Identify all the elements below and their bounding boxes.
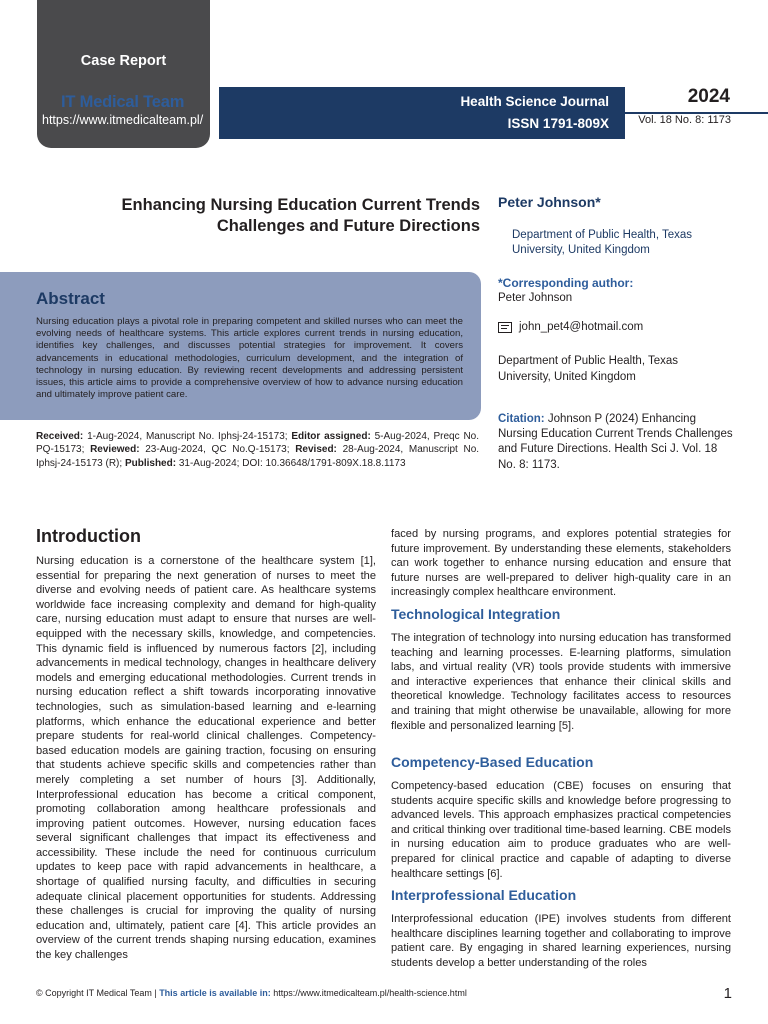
page-footer (36, 988, 467, 998)
revised-date: 28-Aug-2024, Manuscript No. Iphsj-24-15173 (R); (36, 444, 480, 469)
introduction-text: Nursing education is a cornerstone of the healthcare system [1], essential for preparing the next generation of nurses to meet the diverse and evolving needs of patient care. As healthcare systems worldwide face increasing complexity and demand for high-quality care, nursing education must adapt to ensure that nurses are well-equipped with the necessary skills, knowledge, and competencies. This dynamic field is influenced by numerous factors [2], including advancements in medical technology, changes in healthcare delivery models and emerging educational methodologies. Current trends in nursing education reflect a shift towards incorporating innovative technologies, such as simulation-based learning and e-learning platforms, which enhance the educational experience and better prepare students for real-world clinical challenges. Competency-based education models are gaining traction, focusing on ensuring that students achieve specific skills and competencies rather than merely completing a set number of hours [3]. Additionally, Interprofessional education has become a critical component, promoting collaboration among healthcare professionals and improving patient outcomes. However, nursing education faces several significant challenges that impact its effectiveness and accessibility. These include the need for continuous curriculum updates to keep pace with rapid advancements in healthcare, a shortage of qualified nursing faculty, and difficulties in securing adequate clinical placement opportunities for students. Addressing these challenges is crucial for improving the quality of nursing education and, ultimately, patient care [4]. This article provides an overview of the current trends shaping nursing education, examines the key challenges (36, 555, 376, 962)
reviewed-label: Reviewed: (90, 444, 140, 456)
introduction-continued: faced by nursing programs, and explores potential strategies for future improvement. By understanding these elements, stakeholders can work together to enhance nursing education and ensure that future nurses are well-prepared to deliver high-quality care in an increasingly complex healthcare environment. (391, 528, 731, 599)
corresponding-name: Peter Johnson (498, 292, 573, 304)
technological-integration-text: The integration of technology into nursing education has transformed teaching and learning processes. E-learning platforms, simulation labs, and virtual reality (VR) tools provide students with immersive and interactive experiences that enhance their clinical skills and theoretical knowledge. Technology facilitates access to resources and training that might otherwise be unavailable, allowing for more flexible and personalized learning [5]. (391, 632, 731, 732)
article-dates (36, 430, 479, 470)
editor-date: 5-Aug-2024, Preqc No. PQ-15173; (36, 431, 479, 456)
corresponding-affiliation: Department of Public Health, Texas University, United Kingdom (498, 355, 679, 383)
received-label: Received: (36, 431, 84, 442)
availability-label: This article is available in: (159, 988, 271, 998)
competency-based-education-text: Competency-based education (CBE) focuses on ensuring that students acquire specific skills and knowledge before progressing to advanced levels. This approach emphasizes practical competencies and critical thinking over traditional time-based learning. CBE models in nursing education aim to produce graduates who are well-prepared for clinical practice and capable of adapting to diverse healthcare settings [6]. (391, 780, 731, 880)
publisher-name: IT Medical Team (61, 93, 185, 111)
publication-year: 2024 (687, 86, 730, 107)
page-number: 1 (723, 985, 732, 1002)
published-label: Published: (124, 457, 177, 469)
author-affiliation: Department of Public Health, Texas University, United Kingdom (512, 229, 693, 256)
citation (498, 412, 738, 473)
publisher-tab (37, 0, 210, 148)
corresponding-label: *Corresponding author: (498, 276, 634, 290)
volume-info: Vol. 18 No. 8: 1173 (638, 114, 731, 126)
received-date: 1-Aug-2024, Manuscript No. Iphsj-24-15173; (87, 431, 288, 442)
journal-name: Health Science Journal (460, 94, 609, 109)
competency-based-education-heading: Competency-Based Education (391, 754, 594, 770)
email-address[interactable]: john_pet4@hotmail.com (519, 321, 644, 333)
copyright: © Copyright IT Medical Team | (36, 988, 160, 998)
author-name: Peter Johnson* (498, 194, 601, 210)
interprofessional-education-text: Interprofessional education (IPE) involves students from different healthcare disciplines learning together and collaborating to improve patient care. By engaging in shared learning experiences, nursing students develop a better understanding of the roles (391, 913, 731, 969)
publisher-url[interactable]: https://www.itmedicalteam.pl/ (42, 113, 204, 127)
article-url[interactable]: https://www.itmedicalteam.pl/health-science.html (270, 988, 467, 998)
email-row[interactable] (498, 321, 643, 333)
interprofessional-education-heading: Interprofessional Education (391, 887, 577, 903)
citation-label: Citation: (498, 413, 545, 425)
citation-text: Johnson P (2024) Enhancing Nursing Education Current Trends Challenges and Future Directions. Health Sci J. Vol. 18 No. 8: 1173. (498, 413, 733, 471)
article-title: Enhancing Nursing Education Current Trends Challenges and Future Directions (121, 196, 480, 235)
reviewed-date: 23-Aug-2024, QC No.Q-15173; (145, 444, 290, 456)
journal-issn: ISSN 1791-809X (507, 116, 609, 131)
introduction-heading: Introduction (36, 526, 141, 546)
editor-label: Editor assigned: (291, 431, 371, 442)
report-type: Case Report (80, 53, 167, 69)
revised-label: Revised: (295, 444, 337, 456)
journal-banner (219, 87, 625, 139)
technological-integration-heading: Technological Integration (391, 606, 561, 622)
abstract-heading: Abstract (36, 289, 105, 308)
mail-icon (498, 322, 512, 333)
published-date: 31-Aug-2024; DOI: 10.36648/1791-809X.18.8.1173 (178, 457, 406, 469)
abstract-text: Nursing education plays a pivotal role in preparing competent and skilled nurses who can meet the evolving needs of healthcare systems. This article explores current trends in nursing education, identifies key challenges, and discusses potential strategies for improvement. It covers advancements in educational methodologies, curriculum development, and the integration of technology in nursing education. By reviewing recent developments and addressing persistent issues, this article aims to provide a comprehensive overview of how to advance nursing education and ultimately improve patient care. (36, 316, 463, 401)
